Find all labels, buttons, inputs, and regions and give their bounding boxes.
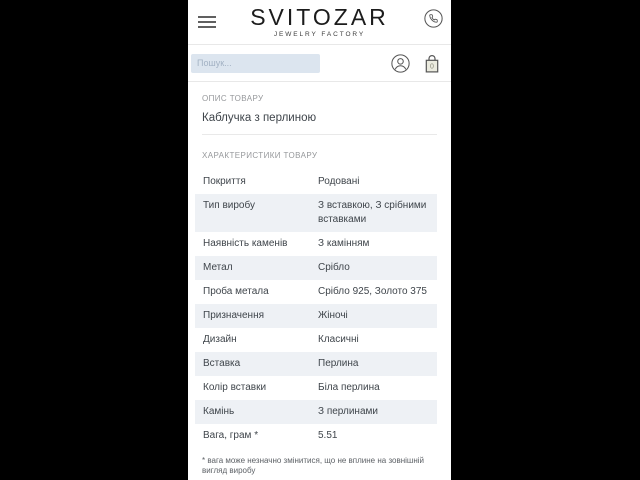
weight-footnote: * вага може незначно змінитися, що не вплине на зовнішній вигляд виробу	[202, 456, 424, 475]
cart-bag-icon[interactable]	[423, 54, 441, 74]
spec-value: Срібло 925, Золото 375	[318, 286, 427, 297]
spec-label: Призначення	[203, 310, 265, 321]
spec-label: Тип виробу	[203, 200, 255, 211]
table-row	[195, 256, 437, 280]
phone-icon[interactable]	[424, 9, 443, 28]
spec-value: З камінням	[318, 238, 370, 249]
search-bar	[188, 45, 451, 82]
table-row	[195, 170, 437, 194]
spec-value: З вставкою, З срібними вставками	[318, 200, 427, 225]
hamburger-menu-icon[interactable]	[198, 16, 216, 28]
spec-value: Срібло	[318, 262, 350, 273]
table-row	[195, 280, 437, 304]
spec-value: 5.51	[318, 430, 338, 441]
spec-label: Колір вставки	[203, 382, 267, 393]
spec-label: Вставка	[203, 358, 241, 369]
spec-label: Дизайн	[203, 334, 237, 345]
table-row	[195, 352, 437, 376]
table-row	[195, 194, 437, 232]
spec-value: Жіночі	[318, 310, 348, 321]
product-title: Каблучка з перлиною	[202, 112, 317, 124]
brand-block	[188, 5, 451, 38]
description-section-label: ОПИС ТОВАРУ	[202, 94, 264, 103]
table-row	[195, 424, 437, 448]
spec-value: З перлинами	[318, 406, 378, 417]
brand-tagline: JEWELRY FACTORY	[273, 31, 366, 38]
account-icon[interactable]	[391, 54, 410, 73]
spec-label: Вага, грам *	[203, 430, 259, 441]
spec-label: Покриття	[203, 176, 246, 187]
spec-value: Біла перлина	[318, 382, 380, 393]
table-row	[195, 376, 437, 400]
divider	[202, 134, 437, 135]
spec-value: Родовані	[318, 176, 360, 187]
cart-count: 0	[430, 63, 434, 71]
spec-label: Метал	[203, 262, 233, 273]
spec-value: Класичні	[318, 334, 359, 345]
table-row	[195, 400, 437, 424]
header	[188, 0, 451, 45]
spec-table	[195, 170, 437, 448]
specs-section-label: ХАРАКТЕРИСТИКИ ТОВАРУ	[202, 151, 318, 160]
main-content	[188, 94, 451, 476]
table-row	[195, 232, 437, 256]
search-input[interactable]	[191, 54, 320, 73]
spec-value: Перлина	[318, 358, 359, 369]
brand-logo[interactable]: SVITOZAR	[250, 4, 389, 30]
table-row	[195, 328, 437, 352]
mobile-page	[188, 0, 451, 480]
spec-label: Наявність каменів	[203, 238, 288, 249]
table-row	[195, 304, 437, 328]
spec-label: Проба метала	[203, 286, 269, 297]
spec-label: Камінь	[203, 406, 235, 417]
